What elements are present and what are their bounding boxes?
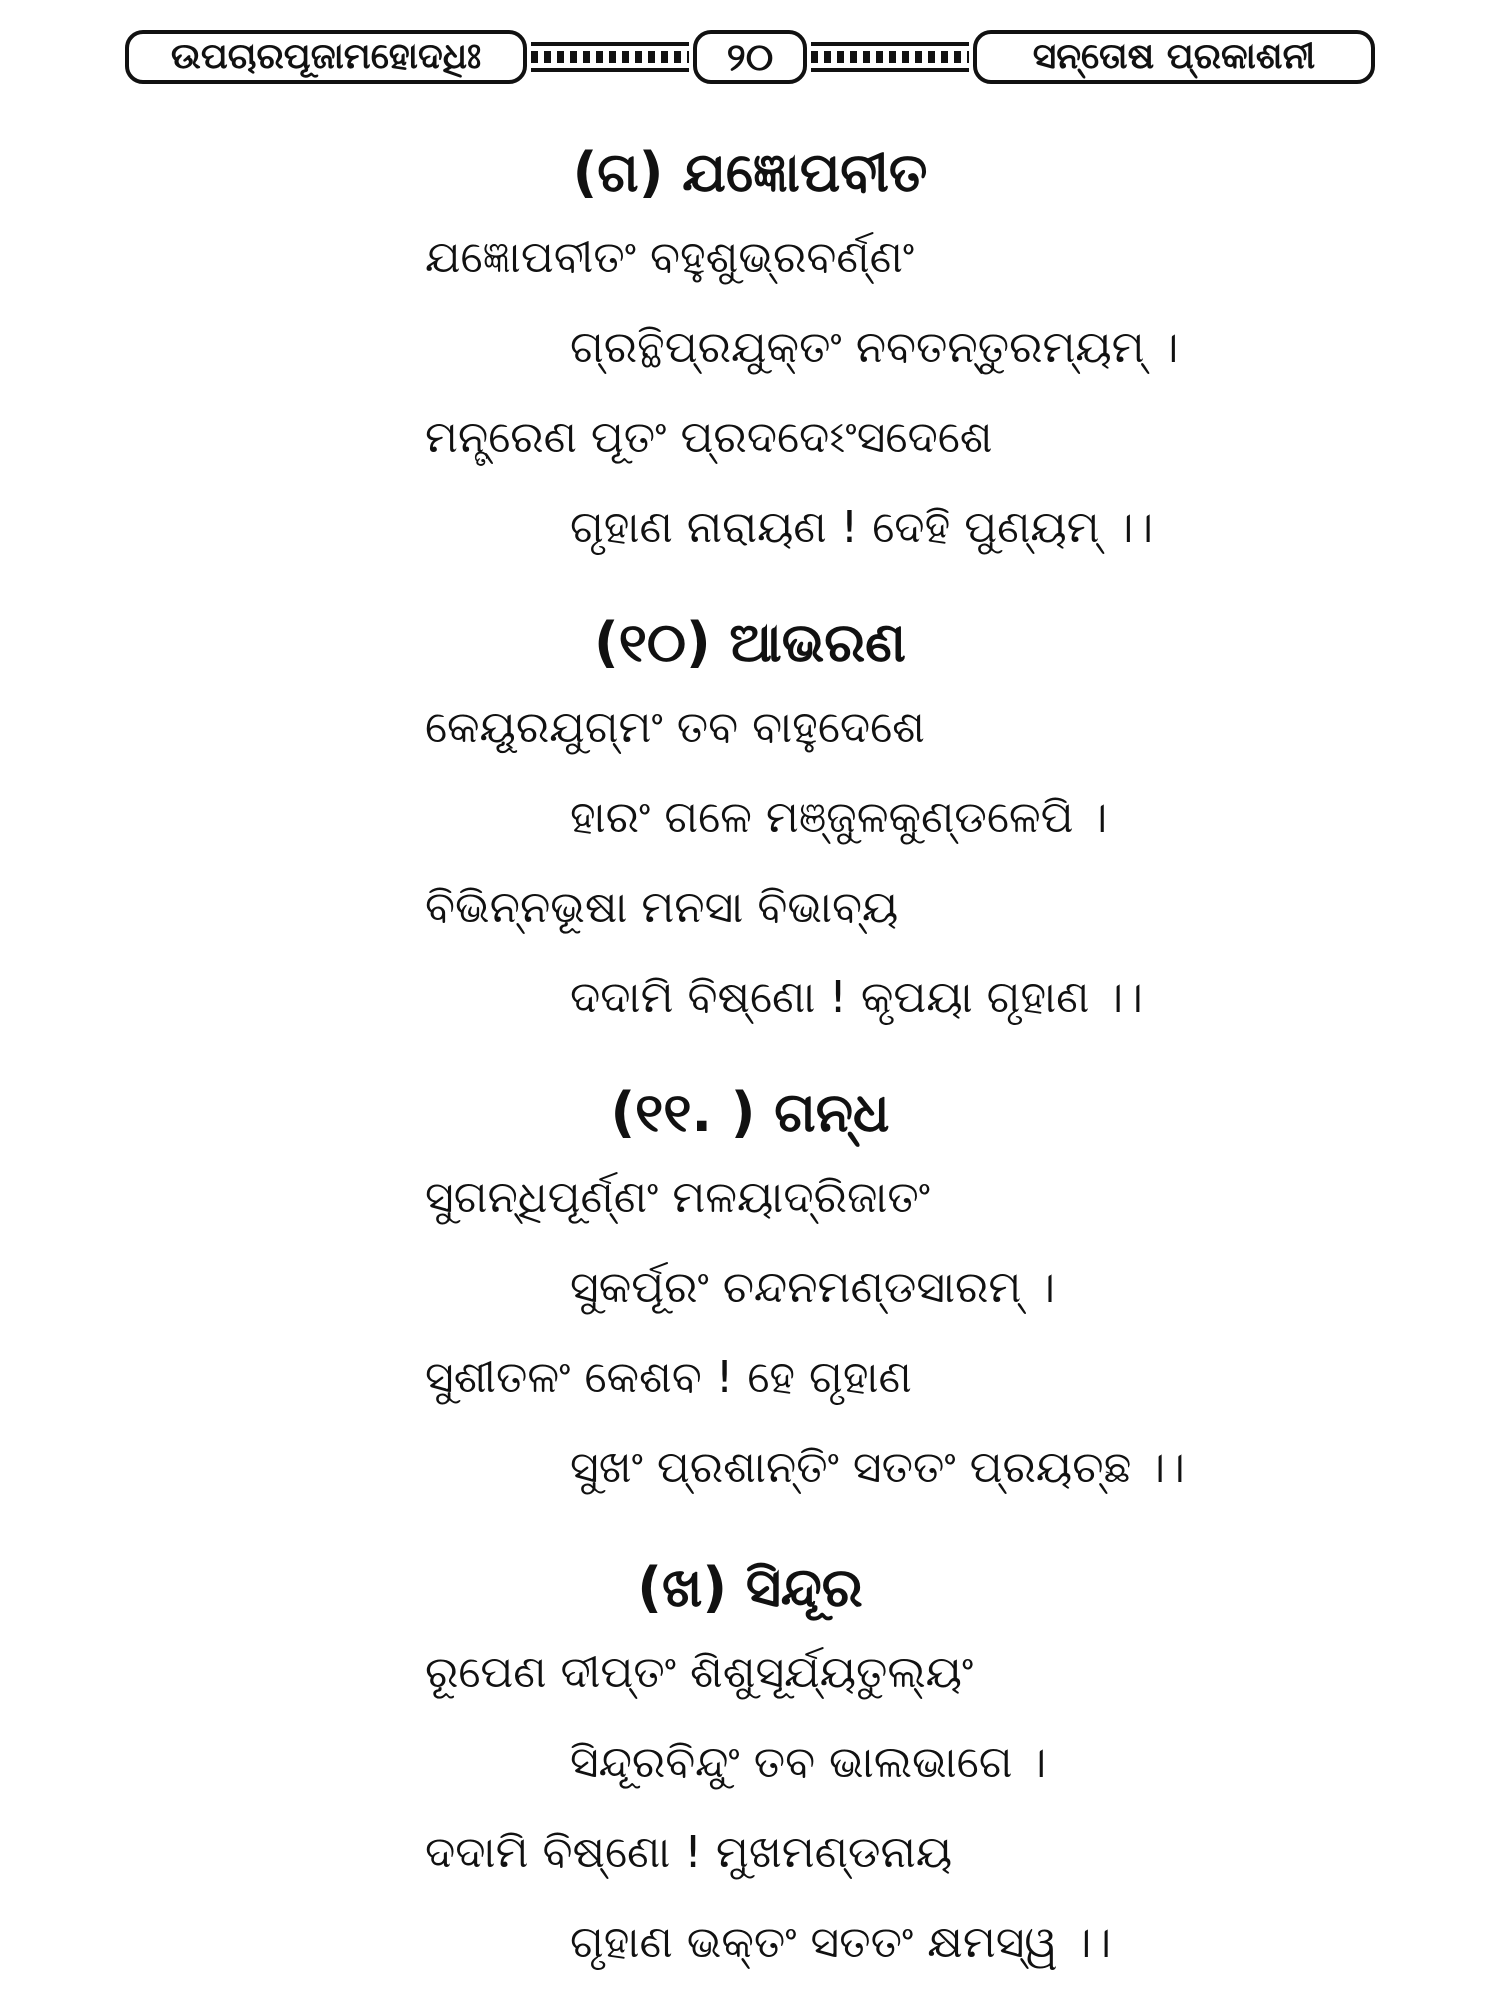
verse-line: ଗୃହାଣ ନାରାୟଣ ! ଦେହି ପୁଣ୍ୟମ୍ ।। bbox=[570, 502, 1154, 553]
verse-line: ମନ୍ତ୍ରେଣ ପୂତଂ ପ୍ରଦଦେଽଂସଦେଶେ bbox=[425, 412, 993, 463]
ornament-border-right bbox=[811, 42, 969, 72]
verse-line: ଗୃହାଣ ଭକ୍ତଂ ସତତଂ କ୍ଷମସ୍ୱ ।। bbox=[570, 1917, 1112, 1968]
verse-line: ସୁଶୀତଳଂ କେଶବ ! ହେ ଗୃହାଣ bbox=[425, 1352, 912, 1403]
book-title: ଉପଚାରପୂଜାମହୋଦଧିଃ bbox=[125, 30, 527, 84]
section-title-yajnopavita: (ଗ) ଯଜ୍ଞୋପବୀତ bbox=[572, 141, 928, 204]
verse-line: ସୁଖଂ ପ୍ରଶାନ୍ତିଂ ସତତଂ ପ୍ରୟଚ୍ଛ ।। bbox=[570, 1442, 1185, 1493]
verse-line: କେୟୂରଯୁଗ୍ମଂ ତବ ବାହୁଦେଶେ bbox=[425, 702, 925, 753]
page-number: ୨୦ bbox=[693, 30, 807, 84]
section-title-abharana: (୧୦) ଆଭରଣ bbox=[594, 611, 906, 674]
verse-line: ଯଜ୍ଞୋପବୀତଂ ବହୁଶୁଭ୍ରବର୍ଣ୍ଣଂ bbox=[425, 232, 915, 283]
verse-line: ହାରଂ ଗଳେ ମଞ୍ଜୁଳକୁଣ୍ଡଳେପି । bbox=[570, 792, 1108, 843]
verse-line: ଦଦାମି ବିଷ୍ଣୋ ! ମୁଖମଣ୍ଡନାୟ bbox=[425, 1827, 953, 1878]
verse-line: ସୁଗନ୍ଧିପୂର୍ଣ୍ଣଂ ମଳୟାଦ୍ରିଜାତଂ bbox=[425, 1172, 931, 1223]
section-title-sindura: (ଖ) ସିନ୍ଦୂର bbox=[637, 1556, 863, 1619]
verse-line: ରୂପେଣ ଦୀପ୍ତଂ ଶିଶୁସୂର୍ଯ୍ୟତୁଲ୍ୟଂ bbox=[425, 1647, 974, 1698]
verse-line: ସୁକର୍ପୂରଂ ଚନ୍ଦନମଣ୍ଡସାରମ୍ । bbox=[570, 1262, 1056, 1313]
page-header bbox=[125, 30, 1375, 90]
verse-line: ଦଦାମି ବିଷ୍ଣୋ ! କୃପୟା ଗୃହାଣ ।। bbox=[570, 972, 1143, 1023]
verse-line: ଗ୍ରନ୍ଥିପ୍ରଯୁକ୍ତଂ ନବତନ୍ତୁରମ୍ୟମ୍ । bbox=[570, 322, 1179, 373]
publisher-name: ସନ୍ତୋଷ ପ୍ରକାଶନୀ bbox=[973, 30, 1375, 84]
verse-line: ସିନ୍ଦୂରବିନ୍ଦୁଂ ତବ ଭାଲଭାଗେ । bbox=[570, 1737, 1047, 1788]
section-title-gandha: (୧୧. ) ଗନ୍ଧ bbox=[610, 1081, 890, 1144]
ornament-border-left bbox=[531, 42, 689, 72]
verse-line: ବିଭିନ୍ନଭୂଷା ମନସା ବିଭାବ୍ୟ bbox=[425, 882, 899, 933]
